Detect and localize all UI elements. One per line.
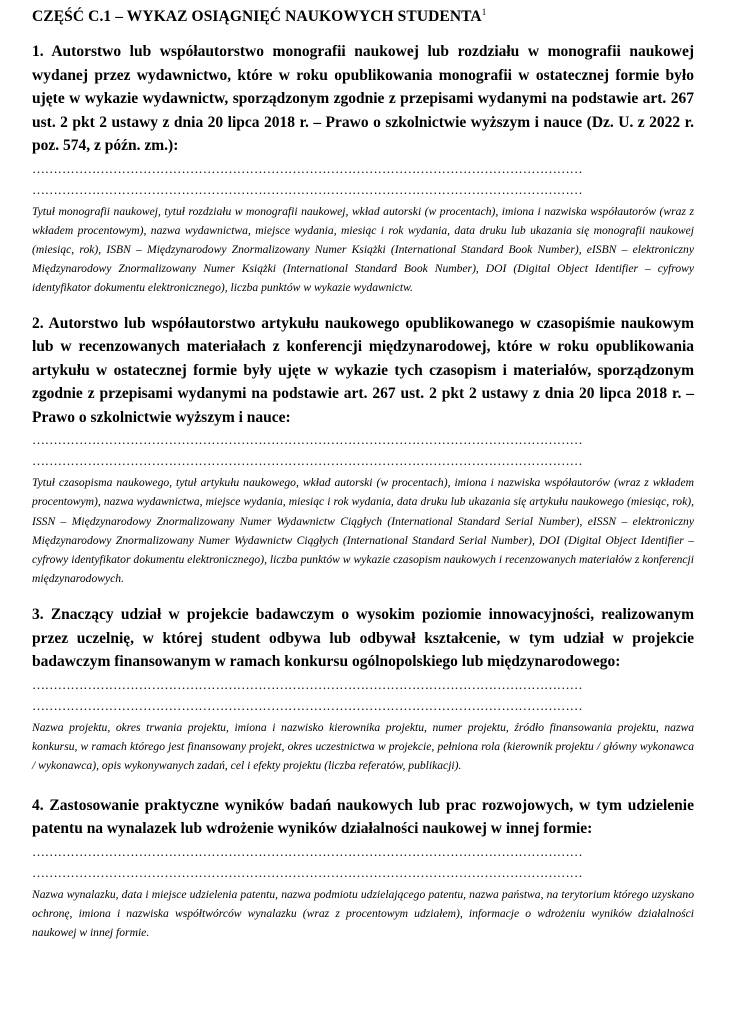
section-4-fill-line-2[interactable]: ………………………………………………………………………………………………………………… [32,864,583,880]
section-1-description: Tytuł monografii naukowej, tytuł rozdziału w monografii naukowej, wkład autorski (w procentach), imiona i nazwiska współautorów (wraz z wkładem procentowym), nazwa wydawnictwa, miejsce wydania, miesiąc i rok wydania, data druku lub ukazania się monografii naukowej (miesiąc, rok), ISBN – Międzynarodowy Znormalizowany Numer Książki (International Standard Book Number), eISBN – elektroniczny Międzynarodowy Znormalizowany Numer Książki (International Standard Book Number), DOI (Digital Object Identifier – cyfrowy identyfikator dokumentu elektronicznego), liczba punktów w wykazie wydawnictw. [32,204,694,295]
section-2-fill-line-2[interactable]: ………………………………………………………………………………………………………………… [32,453,583,469]
section-3-heading: 3. Znaczący udział w projekcie badawczym o wysokim poziomie innowacyjności, realizowanym przez uczelnię, w której student odbywa lub odbywał kształcenie, w tym udział w projekcie badawczym finansowanym w ramach konkursu ogólnopolskiego lub międzynarodowego: [32,606,694,671]
title-footnote-marker: 1 [481,7,487,17]
section-2-heading: 2. Autorstwo lub współautorstwo artykułu naukowego opublikowanego w czasopiśmie naukowym lub w recenzowanych materiałach z konferencji międzynarodowej, które w roku opublikowania artykułu w ostatecznej formie były ujęte w wykazie tych czasopism i materiałów, sporządzonym zgodnie z przepisami wydanymi na podstawie art. 267 ust. 2 pkt 2 ustawy z dnia 20 lipca 2018 r. – Prawo o szkolnictwie wyższym i nauce: [32,314,694,426]
section-3-description: Nazwa projektu, okres trwania projektu, imiona i nazwisko kierownika projektu, numer projektu, źródło finansowania projektu, nazwa konkursu, w ramach którego jest finansowany projekt, okres uczestnictwa w projekcie, pełniona rola (kierownik projektu / główny wykonawca / wykonawca), opis wykonywanych zadań, cel i efekty projektu (liczba referatów, publikacji). [32,720,694,773]
section-1 [32,40,694,298]
section-3-fill-line-1[interactable]: ………………………………………………………………………………………………………………… [32,676,583,692]
section-4-description: Nazwa wynalazku, data i miejsce udzielenia patentu, nazwa podmiotu udzielającego patentu, nazwa państwa, na terytorium którego uzyskano ochronę, imiona i nazwiska współtwórców wynalazku (wraz z procentowym udziałem), informacje o wdrożeniu wyników działalności naukowej w innej formie. [32,887,694,939]
section-3 [32,603,694,775]
title-text: CZĘŚĆ C.1 – WYKAZ OSIĄGNIĘĆ NAUKOWYCH STUDENTA [32,8,482,26]
section-4-fill-line-1[interactable]: ………………………………………………………………………………………………………………… [32,843,583,859]
section-4 [32,794,694,943]
page-title [32,7,694,26]
section-2-description: Tytuł czasopisma naukowego, tytuł artykułu naukowego, wkład autorski (w procentach), imiona i nazwiska współautorów (wraz z wkładem procentowym), nazwa wydawnictwa, miejsce wydania, miesiąc i rok wydania, data druku lub ukazania się artykułu naukowego (miesiąc, rok), ISSN – Międzynarodowy Znormalizowany Numer Wydawnictw Ciągłych (International Standard Serial Number), eISSN – elektroniczny Międzynarodowy Znormalizowany Numer Wydawnictw Ciągłych (International Standard Serial Number), DOI (Digital Object Identifier – cyfrowy identyfikator dokumentu elektronicznego), liczba punktów w wykazie czasopism naukowych i recenzowanych materiałów z konferencji międzynarodowych. [32,476,694,586]
section-4-heading: 4. Zastosowanie praktyczne wyników badań naukowych lub prac rozwojowych, w tym udzielenie patentu na wynalazek lub wdrożenie wyników działalności naukowej w innej formie: [32,796,694,837]
section-1-heading: 1. Autorstwo lub współautorstwo monografii naukowej lub rozdziału w monografii naukowej wydanej przez wydawnictwo, które w roku opublikowania monografii w ostatecznej formie było ujęte w wykazie wydawnictw, sporządzonym zgodnie z przepisami wydanymi na podstawie art. 267 ust. 2 pkt 2 ustawy z dnia 20 lipca 2018 r. – Prawo o szkolnictwie wyższym i nauce (Dz. U. z 2022 r. poz. 574, z późn. zm.): [32,43,694,155]
section-1-fill-line-2[interactable]: ………………………………………………………………………………………………………………… [32,181,583,197]
section-2 [32,312,694,589]
section-1-fill-line-1[interactable]: ………………………………………………………………………………………………………………… [32,160,583,176]
section-2-fill-line-1[interactable]: ………………………………………………………………………………………………………………… [32,432,583,448]
section-3-fill-line-2[interactable]: ………………………………………………………………………………………………………………… [32,697,583,713]
